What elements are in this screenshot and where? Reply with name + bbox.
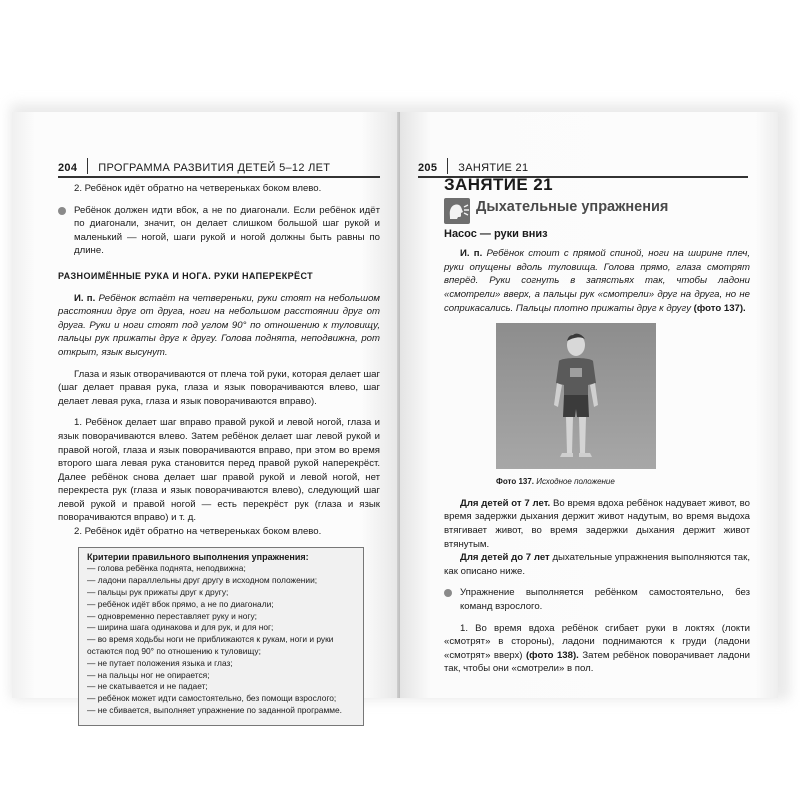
left-page-number: 204 xyxy=(58,162,78,174)
criteria-item: — одновременно переставляет руку и ногу; xyxy=(87,610,257,621)
photo-137 xyxy=(496,323,656,469)
left-content xyxy=(58,182,380,726)
step-paragraph xyxy=(444,622,750,676)
photo-ref: (фото 137). xyxy=(693,302,746,314)
bullet-icon xyxy=(58,207,66,215)
criteria-item: — голова ребёнка поднята, неподвижна; xyxy=(87,563,246,574)
initial-position xyxy=(58,292,380,360)
criteria-item: — не сбивается, выполняет упражнение по заданной программе. xyxy=(87,705,342,716)
photo-ref: (фото 138). xyxy=(525,649,579,661)
criteria-item: — во время ходьбы ноги не приближаются к рукам, ноги и руки остаются под 90° по отношению к туловищу; xyxy=(87,634,334,657)
younger-label: Для детей до 7 лет xyxy=(460,552,550,564)
older-text: Во время вдоха ребёнок надувает живот, во время задержки дыхания держит живот надутым, во время выдоха втягивает живот, во время задержки дыхания держит живот втянутым. xyxy=(444,497,750,550)
criteria-item: — не скатывается и не падает; xyxy=(87,681,208,692)
note-text: Ребёнок должен идти вбок, а не по диагонали. Если ребёнок идёт по диагонали, значит, он делает слишком большой шаг рукой и маленький — ногой, шаги рукой и ногой должны быть равны по длине. xyxy=(74,204,380,257)
criteria-title: Критерии правильного выполнения упражнения: xyxy=(87,551,309,562)
speaking-head-icon xyxy=(444,198,470,224)
right-head-title: ЗАНЯТИЕ 21 xyxy=(458,162,529,174)
initial-position xyxy=(444,247,750,315)
right-page xyxy=(400,112,778,698)
left-running-head xyxy=(58,152,380,178)
step-text: 1. Во время вдоха ребёнок сгибает руки в локтях (локти «смотрят» в стороны), ладони поднимаются к груди (ладони «смотрят» вверх) xyxy=(444,622,750,661)
head-separator xyxy=(447,158,448,174)
note-bullet xyxy=(444,586,750,613)
criteria-item: — ребёнок может идти самостоятельно, без помощи взрослого; xyxy=(87,693,337,704)
ip-label: И. п. xyxy=(460,248,483,260)
criteria-item: — на пальцы ног не опирается; xyxy=(87,669,210,680)
criteria-item: — ладони параллельны друг другу в исходном положении; xyxy=(87,575,318,586)
criteria-item: — ширина шага одинакова и для рук, и для ног; xyxy=(87,622,274,633)
note-bullet xyxy=(58,204,380,258)
left-head-title: ПРОГРАММА РАЗВИТИЯ ДЕТЕЙ 5–12 ЛЕТ xyxy=(98,162,331,174)
ip-label: И. п. xyxy=(74,292,96,304)
topic-title: Дыхательные упражнения xyxy=(476,198,669,215)
criteria-item: — пальцы рук прижаты друг к другу; xyxy=(87,587,229,598)
section-title: РАЗНОИМЁННЫЕ РУКА И НОГА. РУКИ НАПЕРЕКРЁСТ xyxy=(58,270,314,281)
step-text: Затем ребёнок поворачивает ладони так, чтобы они «смотрели» в пол. xyxy=(444,649,750,675)
paragraph: 2. Ребёнок идёт обратно на четвереньках боком влево. xyxy=(74,183,322,194)
criteria-item: — ребёнок идёт вбок прямо, а не по диагонали; xyxy=(87,598,274,609)
right-content xyxy=(444,175,750,676)
left-page xyxy=(12,112,400,716)
bullet-icon xyxy=(444,589,452,597)
caption-text: Исходное положение xyxy=(536,477,615,487)
older-paragraph xyxy=(444,497,750,551)
paragraph: Глаза и язык отворачиваются от плеча той руки, которая делает шаг (шаг делает правая рука, глаза и язык поворачиваются влево, шаг делает левая рука, глаза и язык поворачиваются вправо). xyxy=(58,368,380,407)
topic-header xyxy=(444,198,750,228)
younger-paragraph xyxy=(444,551,750,578)
younger-text: дыхательные упражнения выполняются так, как описано ниже. xyxy=(444,552,750,577)
note-text: Упражнение выполняется ребёнком самостоятельно, без команд взрослого. xyxy=(460,587,750,612)
criteria-box xyxy=(78,547,364,726)
ip-text: Ребёнок встаёт на четвереньки, руки стоят на небольшом расстоянии друг от друга, ноги на небольшом расстоянии друг от друга. Руки и ноги стоят под углом 90° по отношению к туловищу, пальцы рук прижаты друг к другу. Голова поднята, неподвижна, рот открыт, язык высунут. xyxy=(58,292,380,358)
exercise-title: Насос — руки вниз xyxy=(444,227,548,240)
criteria-item: — не путает положения языка и глаз; xyxy=(87,657,233,668)
photo-caption xyxy=(496,475,750,489)
older-label: Для детей от 7 лет. xyxy=(460,497,551,509)
caption-label: Фото 137. xyxy=(496,477,535,487)
right-page-number: 205 xyxy=(418,162,438,174)
paragraph: 2. Ребёнок идёт обратно на четвереньках боком влево. xyxy=(74,526,322,538)
ip-text: Ребёнок стоит с прямой спиной, ноги на ширине плеч, руки опущены вдоль туловища. Голова прямо, глаза смотрят вперёд. Руки согнуть в запястьях так, чтобы ладони «смотрели» вверх, а пальцы рук «смотрели» друг на друга, но не соприкасались. Пальцы плотно прижаты друг к другу xyxy=(444,248,750,314)
lesson-title: ЗАНЯТИЕ 21 xyxy=(444,175,553,194)
paragraph: 1. Ребёнок делает шаг вправо правой рукой и левой ногой, глаза и язык поворачиваются влево. Затем ребёнок делает шаг левой рукой и правой ногой, глаза и язык поворачиваются вправо, при этом во время второго шага левая рука становится перед правой рукой наперекрёст. Далее ребёнок снова делает шаг правой рукой и левой ногой, нет перекреста рук (глаза и язык поворачиваются влево), следующий шаг левой рукой и правой ногой — есть перекрёст рук (глаза и язык поворачиваются вправо) и т. д. xyxy=(58,417,380,524)
head-separator xyxy=(87,158,88,174)
